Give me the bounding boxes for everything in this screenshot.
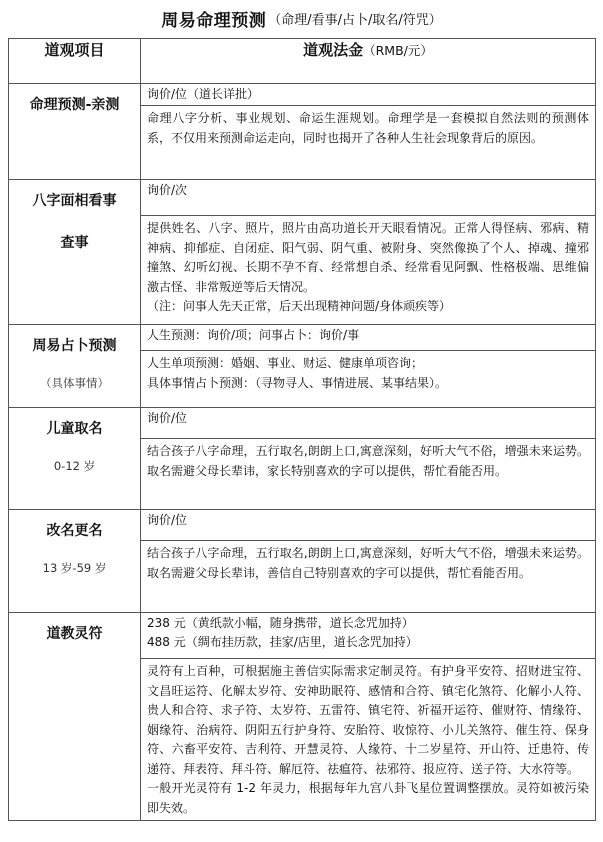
item-name-cell [9, 408, 141, 510]
table-row [9, 408, 596, 439]
item-price-line2: 488 元（绸布挂历款，挂家/店里，道长念咒加持） [147, 635, 418, 649]
table-header-row [9, 39, 596, 84]
item-price-cell [141, 613, 596, 659]
item-price: 询价/位 [141, 510, 596, 541]
header-item: 道观项目 [9, 39, 141, 84]
price-table [8, 38, 596, 821]
item-name-cell [9, 613, 141, 821]
item-description-extra: 一般开光灵符有 1-2 年灵力，根据每年九宫八卦飞星位置调整摆放。灵符如被污染即失效。 [147, 781, 589, 815]
table-row [9, 180, 596, 216]
header-fee-label: 道观法金 [303, 41, 364, 59]
item-name: 改名更名 [46, 523, 103, 539]
item-description-cell [141, 216, 596, 325]
item-name-cell [9, 325, 141, 408]
item-description-line1: 人生单项预测：婚姻、事业、财运、健康单项咨询； [147, 356, 424, 370]
item-name: 八字面相看事 [32, 193, 117, 209]
item-price: 询价/位 [141, 408, 596, 439]
item-name: 道教灵符 [46, 626, 103, 642]
item-price: 询价/位（道长详批） [141, 84, 596, 106]
item-description-line2: 具体事情占卜预测：（寻物寻人、事情进展、某事结果）。 [147, 375, 448, 390]
table-row [9, 325, 596, 351]
page-title [0, 0, 603, 36]
table-row [9, 510, 596, 541]
item-price: 询价/次 [141, 180, 596, 216]
title-main: 周易命理预测 [161, 10, 267, 31]
item-price: 人生预测：询价/项；问事占卜：询价/事 [141, 325, 596, 351]
item-name-sub: （具体事情） [40, 376, 109, 390]
item-name-cell [9, 180, 141, 325]
item-name-line2: 查事 [60, 235, 89, 251]
table-row [9, 613, 596, 659]
item-name-sub: 13 岁-59 岁 [42, 561, 107, 575]
item-description: 结合孩子八字命理，五行取名,朗朗上口,寓意深刻，好听大气不俗，增强未来运势。取名需避父母长辈讳，善信自己特别喜欢的字可以提供，帮忙看能否用。 [141, 541, 596, 613]
item-name: 周易占卜预测 [32, 338, 117, 354]
item-name-cell [9, 84, 141, 180]
table-row [9, 84, 596, 106]
item-note: （注：问事人先天正常，后天出现精神问题/身体顽疾等） [147, 299, 452, 313]
header-fee-unit: （RMB/元） [363, 43, 433, 58]
item-name-cell [9, 510, 141, 613]
item-description: 提供姓名、八字、照片，照片由高功道长开天眼看情况。正常人得怪病、邪病、精神病、抑郁症、自闭症、阳气弱、阴气重、被附身、突然像换了个人、掉魂、撞邪撞煞、幻听幻视、长期不孕不育、经常想自杀、经常看见阿飘、性格极端、思维偏激古怪、非常叛逆等后天情况。 [147, 221, 589, 294]
item-name: 命理预测-亲测 [29, 97, 120, 113]
item-description: 命理八字分析、事业规划、命运生涯规划。命理学是一套模拟自然法则的预测体系，不仅用来预测命运走向，同时也揭开了各种人生社会现象背后的原因。 [141, 106, 596, 180]
title-subtitle: （命理/看事/占卜/取名/符咒） [268, 12, 442, 28]
item-name: 儿童取名 [46, 421, 103, 437]
item-description-cell [141, 659, 596, 821]
item-description: 灵符有上百种，可根据施主善信实际需求定制灵符。有护身平安符、招财进宝符、文昌旺运符、化解太岁符、安神助眠符、感情和合符、镇宅化煞符、化解小人符、贵人和合符、求子符、太岁符、五雷符、镇宅符、祈福开运符、催财符、情缘符、姻缘符、治病符、阴阳五行护身符、安胎符、收惊符、小儿关煞符、催生符、保身符、六畜平安符、吉利符、开慧灵符、人缘符、十二岁星符、开山符、迁患符、传递符、拜表符、拜斗符、解厄符、祛瘟符、祛邪符、报应符、送子符、大水符等。 [147, 664, 589, 776]
header-fee [141, 39, 596, 84]
item-description-cell [141, 351, 596, 408]
item-price-line1: 238 元（黄纸款小幅，随身携带，道长念咒加持） [147, 616, 414, 630]
item-description: 结合孩子八字命理，五行取名,朗朗上口,寓意深刻，好听大气不俗，增强未来运势。取名需避父母长辈讳，家长特别喜欢的字可以提供，帮忙看能否用。 [141, 439, 596, 510]
item-name-sub: 0-12 岁 [53, 459, 96, 473]
